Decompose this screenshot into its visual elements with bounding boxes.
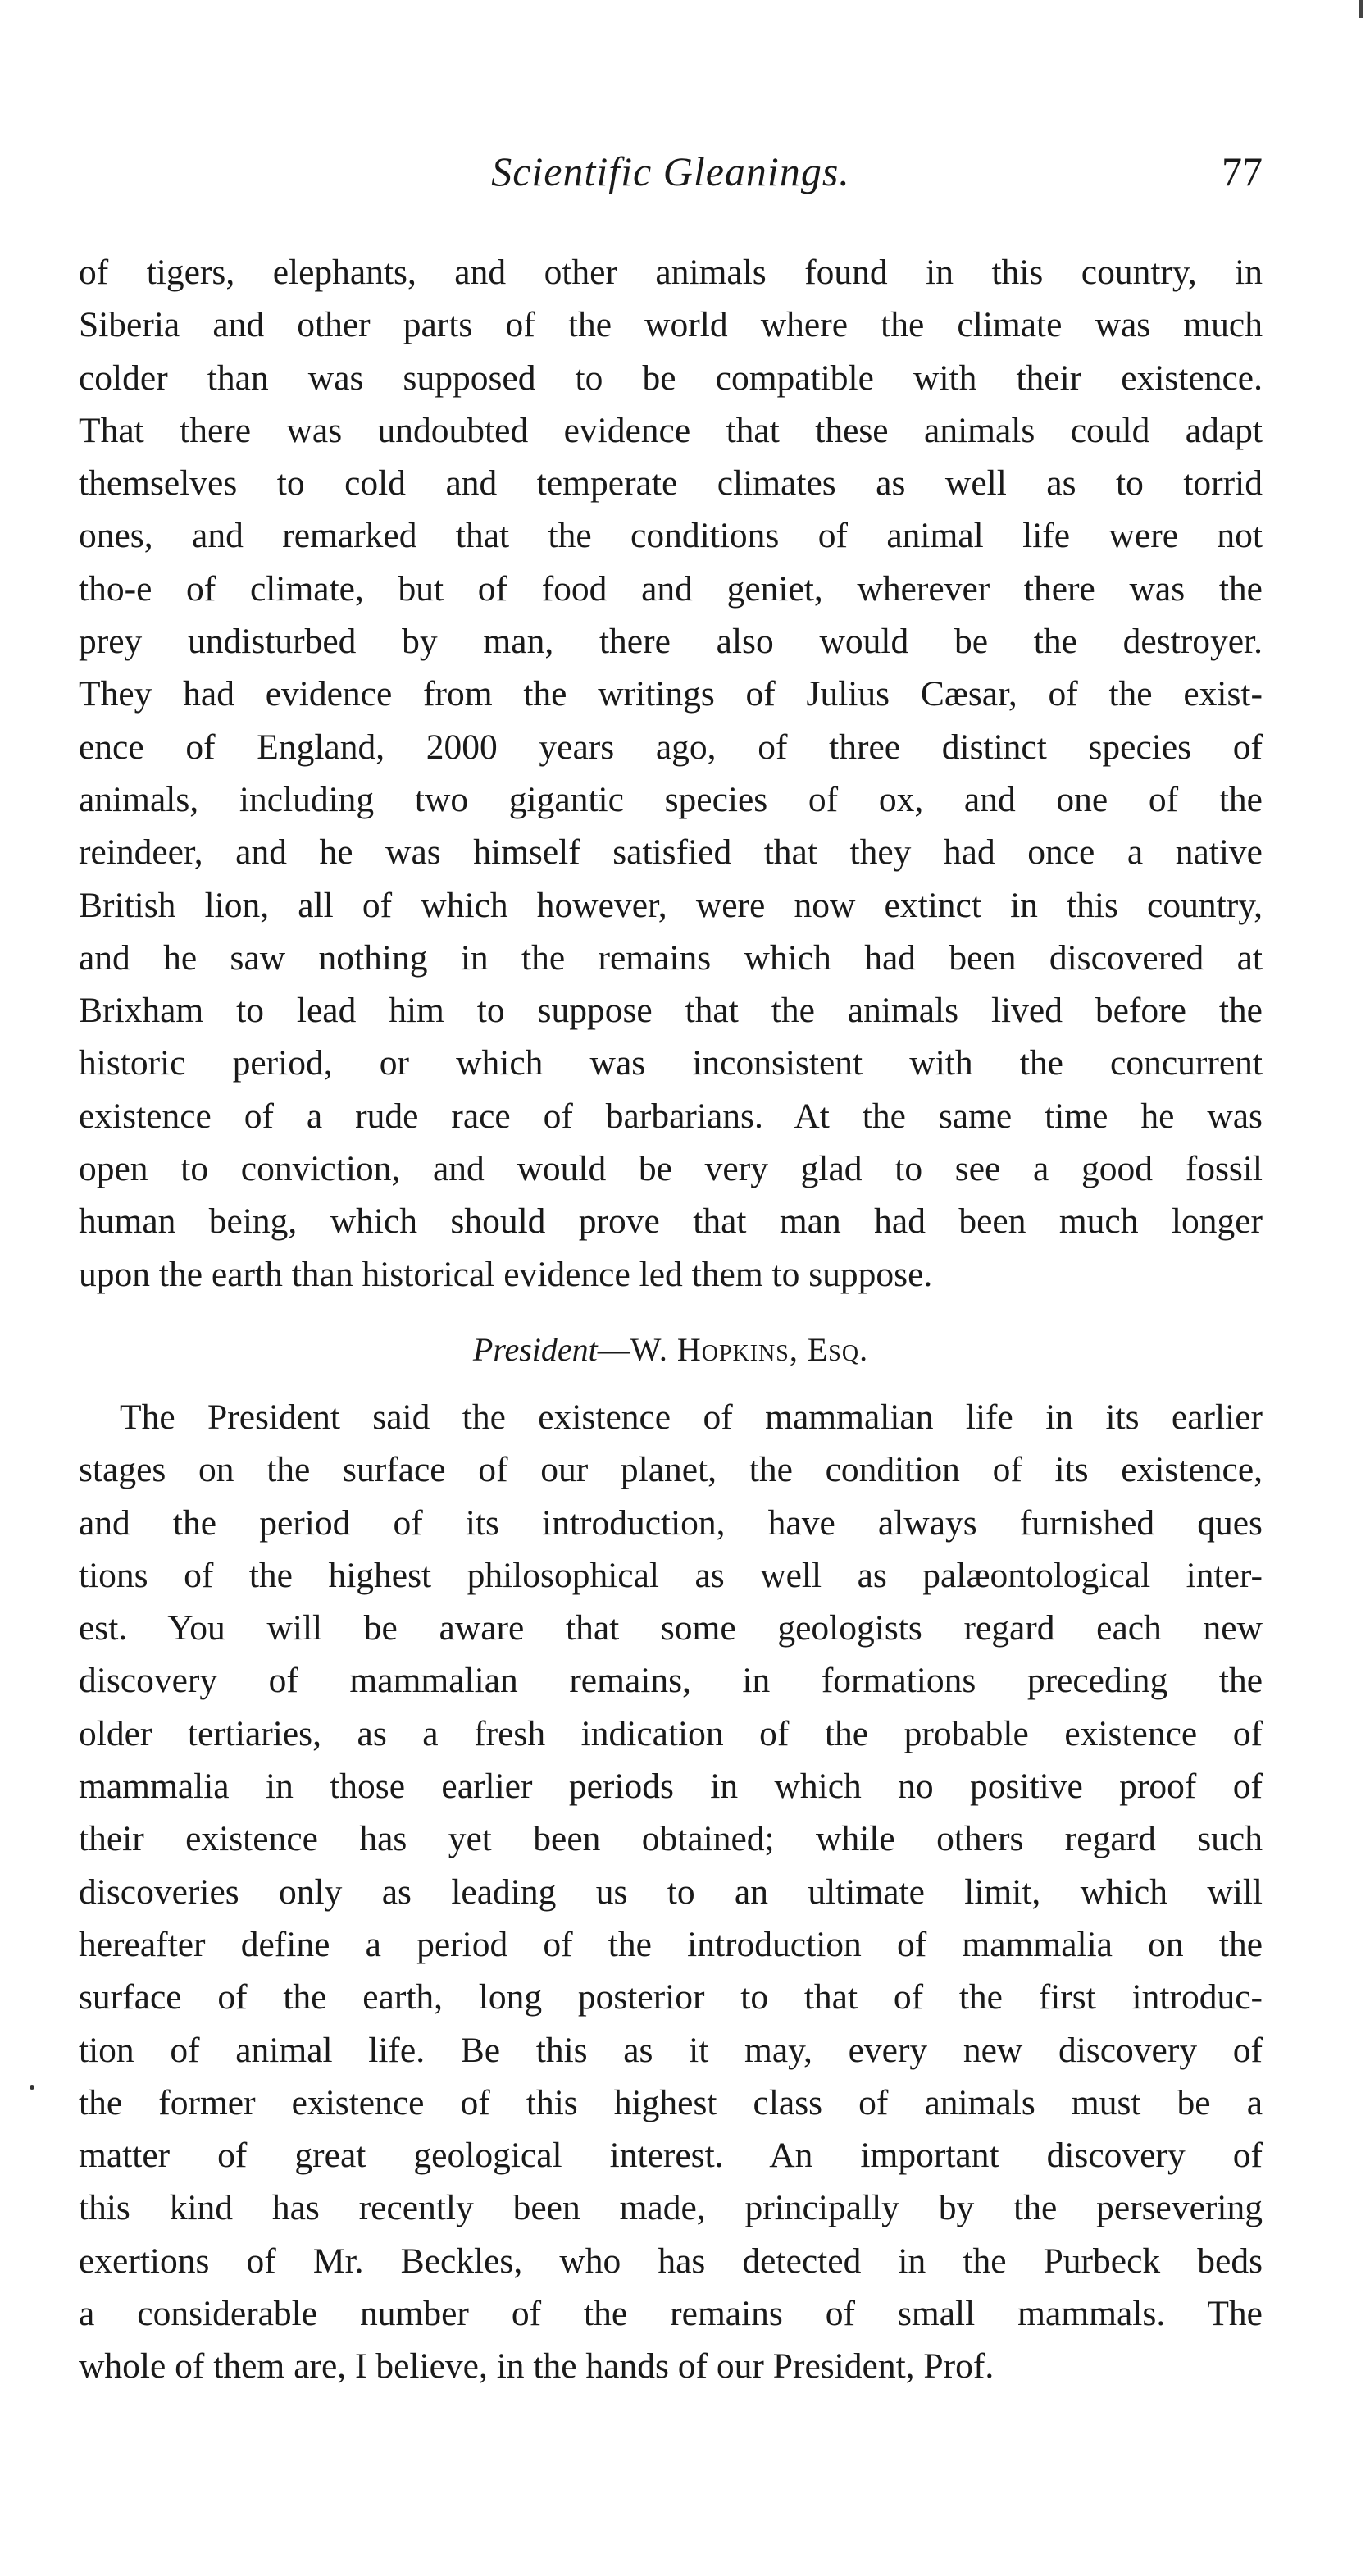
paragraph-1	[79, 246, 1263, 1301]
text-line: existence of a rude race of barbarians. At the same time he was	[79, 1096, 1263, 1136]
text-line: ence of England, 2000 years ago, of three distinct species of	[79, 727, 1263, 767]
text-line: tions of the highest philosophical as well as palæontological inter-	[79, 1555, 1263, 1595]
text-line: reindeer, and he was himself satisfied that they had once a native	[79, 832, 1263, 873]
text-line: exertions of Mr. Beckles, who has detected in the Purbeck beds	[79, 2241, 1263, 2281]
text-line: Brixham to lead him to suppose that the animals lived before the	[79, 991, 1263, 1031]
text-line: They had evidence from the writings of Julius Cæsar, of the exist-	[79, 674, 1263, 714]
text-line: stages on the surface of our planet, the condition of its existence,	[79, 1450, 1263, 1490]
text-line: est. You will be aware that some geologists regard each new	[79, 1608, 1263, 1648]
text-line: ones, and remarked that the conditions of animal life were not	[79, 516, 1263, 556]
text-line: the former existence of this highest class of animals must be a	[79, 2082, 1263, 2122]
text-line: hereafter define a period of the introduction of mammalia on the	[79, 1924, 1263, 1964]
text-line: prey undisturbed by man, there also would be the destroyer.	[79, 622, 1263, 662]
margin-dot	[30, 2085, 34, 2090]
text-line: British lion, all of which however, were now extinct in this country,	[79, 885, 1263, 925]
text-line: a considerable number of the remains of small mammals. The	[79, 2294, 1263, 2334]
running-head	[79, 148, 1263, 205]
text-line: human being, which should prove that man had been much longer	[79, 1201, 1263, 1242]
text-line: this kind has recently been made, principally by the persevering	[79, 2188, 1263, 2228]
text-line: mammalia in those earlier periods in which no positive proof of	[79, 1767, 1263, 1807]
text-line: tion of animal life. Be this as it may, every new discovery of	[79, 2030, 1263, 2070]
text-line: matter of great geological interest. An important discovery of	[79, 2136, 1263, 2176]
text-line: The President said the existence of mammalian life in its earlier	[120, 1397, 1263, 1437]
section-role: President	[472, 1331, 598, 1368]
text-line: colder than was supposed to be compatible with their existence.	[79, 358, 1263, 398]
text-line: older tertiaries, as a fresh indication of the probable existence of	[79, 1713, 1263, 1753]
text-line: That there was undoubted evidence that these animals could adapt	[79, 410, 1263, 450]
text-line: Siberia and other parts of the world where the climate was much	[79, 305, 1263, 345]
text-line: of tigers, elephants, and other animals found in this country, in	[79, 253, 1263, 292]
running-title: Scientific Gleanings.	[491, 148, 850, 194]
text-line: whole of them are, I believe, in the hands of our President, Prof.	[79, 2346, 995, 2387]
section-heading	[79, 1327, 1263, 1373]
corner-mark	[1359, 0, 1363, 18]
text-line: upon the earth than historical evidence led them to suppose.	[79, 1254, 933, 1294]
text-line: themselves to cold and temperate climates as well as to torrid	[79, 463, 1263, 504]
text-line: their existence has yet been obtained; while others regard such	[79, 1819, 1263, 1859]
text-line: historic period, or which was inconsistent with the concurrent	[79, 1043, 1263, 1083]
text-line: and the period of its introduction, have always furnished ques	[79, 1502, 1263, 1543]
text-line: animals, including two gigantic species of ox, and one of the	[79, 779, 1263, 819]
text-line: discovery of mammalian remains, in formations preceding the	[79, 1661, 1263, 1701]
text-line: tho-e of climate, but of food and geniet, wherever there was the	[79, 568, 1263, 609]
section-dash: —	[597, 1331, 630, 1368]
text-line: open to conviction, and would be very glad to see a good fossil	[79, 1149, 1263, 1189]
page-number: 77	[1222, 148, 1263, 194]
text-line: discoveries only as leading us to an ultimate limit, which will	[79, 1872, 1263, 1912]
text-line: surface of the earth, long posterior to that of the first introduc-	[79, 1977, 1263, 2017]
text-line: and he saw nothing in the remains which had been discovered at	[79, 937, 1263, 978]
paragraph-2	[79, 1391, 1263, 2393]
section-name: W. Hopkins, Esq.	[630, 1331, 869, 1368]
